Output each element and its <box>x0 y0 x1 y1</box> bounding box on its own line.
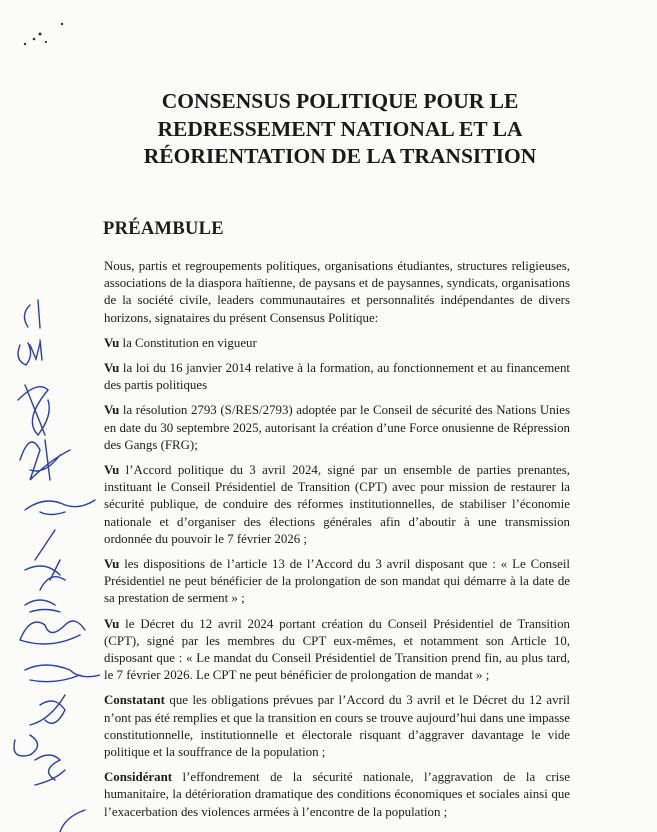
paragraph-text: l’effondrement de la sécurité nationale, l’aggravation de la crise humanitaire, la détérioration dramatique des conditions économiques et sociales ainsi que l’exacerbation des violences armées à l’encontre de la population ; <box>104 770 570 819</box>
paragraph-lead: Vu <box>104 335 120 350</box>
preamble-body <box>104 258 570 829</box>
paragraph <box>104 335 570 352</box>
paragraph-text: la Constitution en vigueur <box>119 335 257 350</box>
paragraph <box>104 616 570 685</box>
paragraph <box>104 462 570 548</box>
section-heading: PRÉAMBULE <box>103 219 224 239</box>
paragraph-text: le Décret du 12 avril 2024 portant création du Conseil Présidentiel de Transition (CPT), signé par les membres du CPT eux-mêmes, et notamment son Article 10, disposant que : « Le mandat du Conseil Présidentiel de Transition prend fin, au plus tard, le 7 février 2026. Le CPT ne peut bénéficier de prolongation de mandat » ; <box>104 616 570 683</box>
paragraph-text: l’Accord politique du 3 avril 2024, signé par un ensemble de parties prenantes, instituant le Conseil Présidentiel de Transition (CPT) avec pour mission de restaurer la sécurité publique, de conduire des réformes institutionnelles, de stabiliser l’économie nationale et d’organiser des élections générales afin d’aboutir à une transmission ordonnée du pouvoir le 7 février 2026 ; <box>104 463 570 546</box>
paragraph-lead: Vu <box>104 463 120 478</box>
title-line: RÉORIENTATION DE LA TRANSITION <box>143 144 537 168</box>
title-line: REDRESSEMENT NATIONAL ET LA <box>157 116 523 141</box>
paragraph <box>104 556 570 608</box>
paragraph-lead: Vu <box>104 557 120 572</box>
margin-signatures <box>0 0 100 832</box>
paragraph-lead: Vu <box>104 403 120 418</box>
paragraph-text: que les obligations prévues par l’Accord du 3 avril et le Décret du 12 avril n’ont pas été remplies et que la transition en cours se trouve aujourd’hui dans une impasse constitutionnelle, institutionnelle et électorale risquant d’aggraver davantage le vide politique et la souffrance de la population ; <box>104 693 570 760</box>
paragraph <box>104 769 570 821</box>
title-line: CONSENSUS POLITIQUE POUR LE <box>161 89 519 113</box>
paragraph <box>104 402 570 454</box>
paragraph <box>104 360 570 394</box>
paragraph-text: la résolution 2793 (S/RES/2793) adoptée par le Conseil de sécurité des Nations Unies en date du 30 septembre 2025, autorisant la création d’une Force onusienne de Répression des Gangs (FRG); <box>104 403 570 452</box>
intro-paragraph: Nous, partis et regroupements politiques, organisations étudiantes, structures religieuses, associations de la diaspora haïtienne, de paysans et de paysannes, syndicats, organisations de la société civile, leaders communautaires et personnalités indépendantes de divers horizons, signataires du présent Consensus Politique: <box>104 259 570 325</box>
paragraph-text: la loi du 16 janvier 2014 relative à la formation, au fonctionnement et au financement des partis politiques <box>104 361 570 393</box>
paragraph-lead: Vu <box>104 361 120 376</box>
paragraph-lead: Vu <box>104 616 120 631</box>
paragraph-text: les dispositions de l’article 13 de l’Accord du 3 avril disposant que : « Le Conseil Présidentiel ne peut bénéficier de la prolongation de son mandat qui démarre à la date de sa prestation de serment » ; <box>104 557 570 606</box>
paragraph-lead: Constatant <box>104 693 165 708</box>
document-title <box>90 88 590 171</box>
paragraph <box>104 692 570 761</box>
paragraph-lead: Considérant <box>104 770 173 785</box>
